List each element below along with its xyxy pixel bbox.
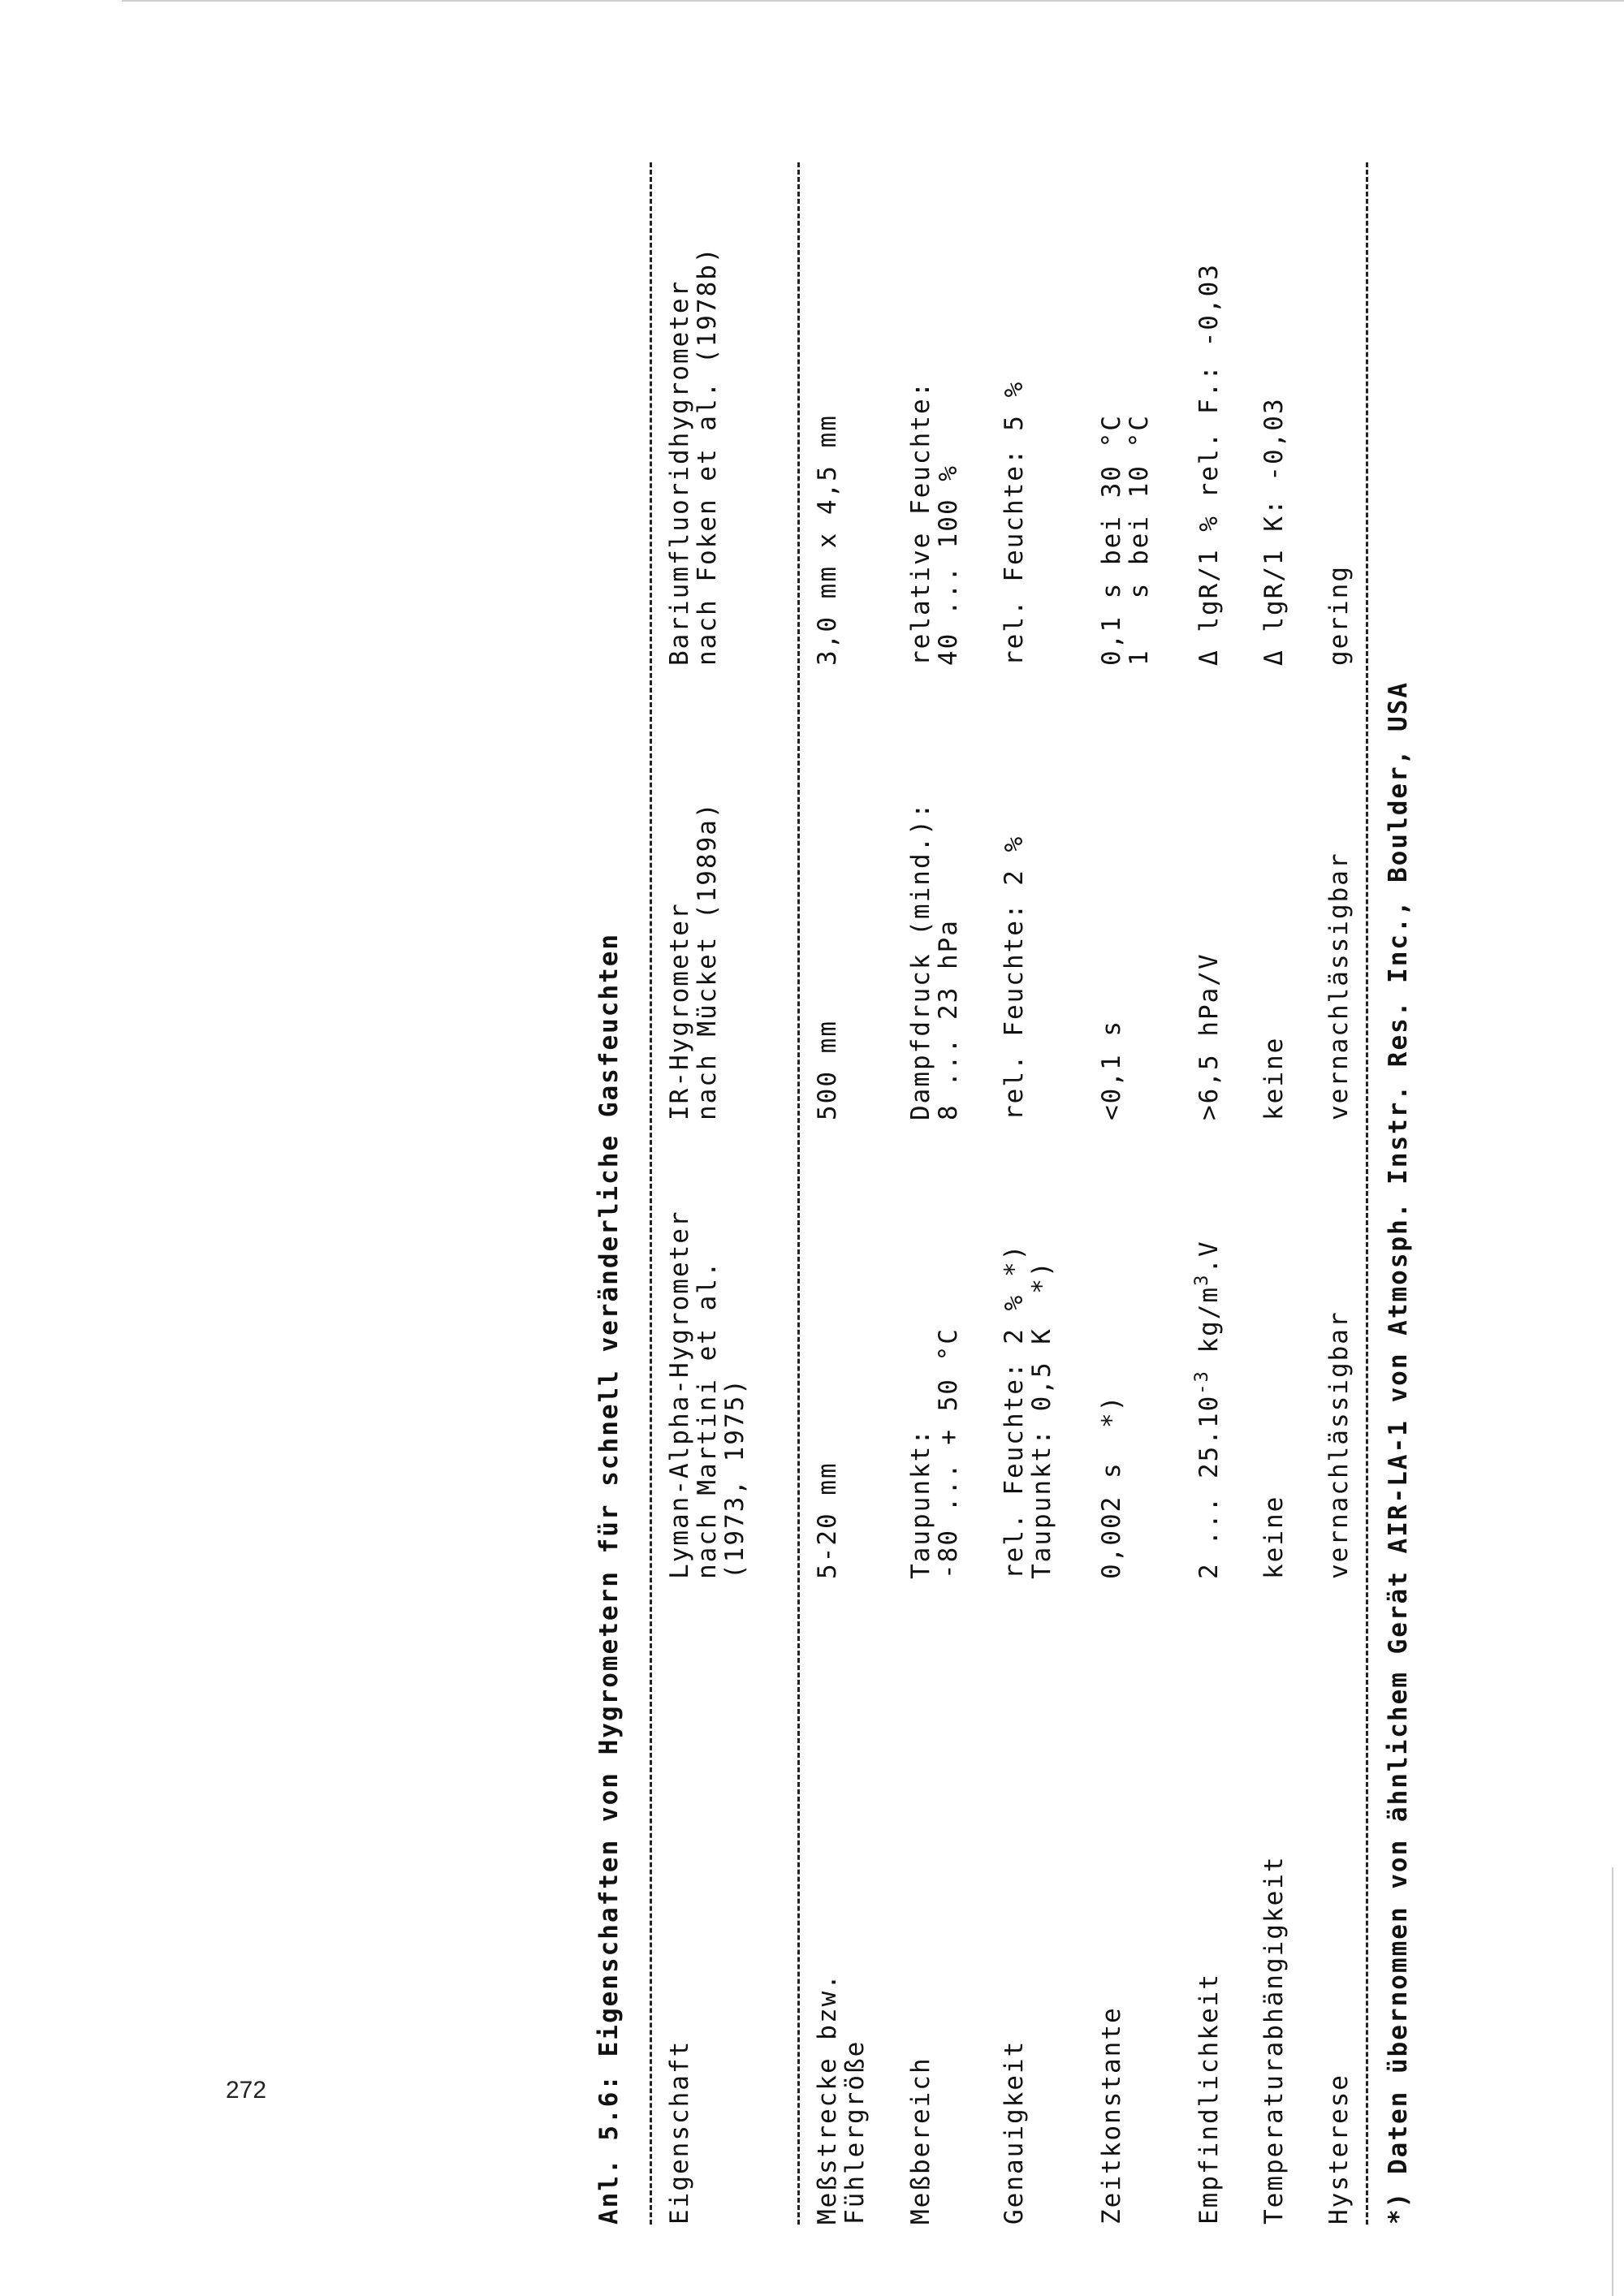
row1-col3: 3,0 mm x 4,5 mm: [813, 414, 842, 666]
divider-top: [650, 162, 652, 2225]
rotated-table-block: [585, 130, 1462, 2257]
sensitivity-unit-exponent: 3: [1192, 1273, 1212, 1286]
sensitivity-exponent: -3: [1192, 1370, 1212, 1395]
header-col1: Lyman-Alpha-Hygrometer nach Martini et al. (1973, 1975): [665, 1210, 749, 1579]
row7-col3: gering: [1324, 565, 1354, 666]
sensitivity-base: 2 ... 25.10: [1194, 1394, 1224, 1579]
row6-col2: keine: [1259, 1036, 1289, 1120]
row3-property: Genauigkeit: [1000, 2039, 1029, 2225]
row5-property: Empfindlichkeit: [1194, 1973, 1224, 2225]
divider-bottom: [1366, 162, 1368, 2225]
row4-col1: 0,002 s *): [1097, 1394, 1126, 1579]
scan-edge-top: [122, 0, 1624, 2]
row4-property: Zeitkonstante: [1097, 2006, 1126, 2225]
header-col2: IR-Hygrometer nach Mücket (1989a): [665, 801, 722, 1120]
sensitivity-unit-suffix: .V: [1194, 1240, 1224, 1274]
page-number: 272: [226, 2077, 267, 2104]
row7-col1: vernachlässigbar: [1324, 1310, 1354, 1579]
header-col3: Bariumfluoridhygrometer nach Foken et al. (1978b): [665, 246, 722, 666]
sensitivity-unit: kg/m: [1194, 1285, 1224, 1370]
row4-col3: 0,1 s bei 30 °C 1 s bei 10 °C: [1097, 414, 1154, 666]
row7-col2: vernachlässigbar: [1324, 852, 1354, 1120]
row1-col2: 500 mm: [813, 1020, 842, 1120]
row6-col1: keine: [1259, 1495, 1289, 1579]
footnote: *) Daten übernommen von ähnlichem Gerät AIR-LA-1 von Atmosph. Instr. Res. Inc., Boulder, USA: [1384, 680, 1413, 2225]
row2-col3: relative Feuchte: 40 ... 100 %: [906, 380, 963, 666]
row2-col1: Taupunkt: -80 ... + 50 °C: [906, 1327, 963, 1579]
row6-col3: Δ lgR/1 K: -0,03: [1259, 397, 1289, 666]
row3-col1: rel. Feuchte: 2 % *) Taupunkt: 0,5 K *): [1000, 1243, 1056, 1579]
row3-col3: rel. Feuchte: 5 %: [1000, 380, 1029, 666]
row1-property: Meßstrecke bzw. Fühlergröße: [813, 1973, 870, 2225]
row7-property: Hysterese: [1324, 2074, 1354, 2225]
row1-col1: 5-20 mm: [813, 1461, 842, 1579]
row4-col2: <0,1 s: [1097, 1020, 1126, 1120]
row2-col2: Dampfdruck (mind.): 8 ... 23 hPa: [906, 801, 963, 1120]
row6-property: Temperaturabhängigkeit: [1259, 1855, 1289, 2225]
header-property: Eigenschaft: [665, 2039, 694, 2225]
row5-col1: [1189, 1240, 1223, 1579]
row5-col3: Δ lgR/1 % rel. F.: -0,03: [1194, 263, 1224, 666]
divider-header: [797, 162, 800, 2225]
scan-edge-right: [1612, 1867, 1613, 2296]
row2-property: Meßbereich: [906, 2056, 935, 2225]
row5-col2: >6,5 hPa/V: [1194, 952, 1224, 1120]
table-title: Anl. 5.6: Eigenschaften von Hygrometern für schnell veränderliche Gasfeuchten: [594, 932, 624, 2225]
row3-col2: rel. Feuchte: 2 %: [1000, 835, 1029, 1120]
